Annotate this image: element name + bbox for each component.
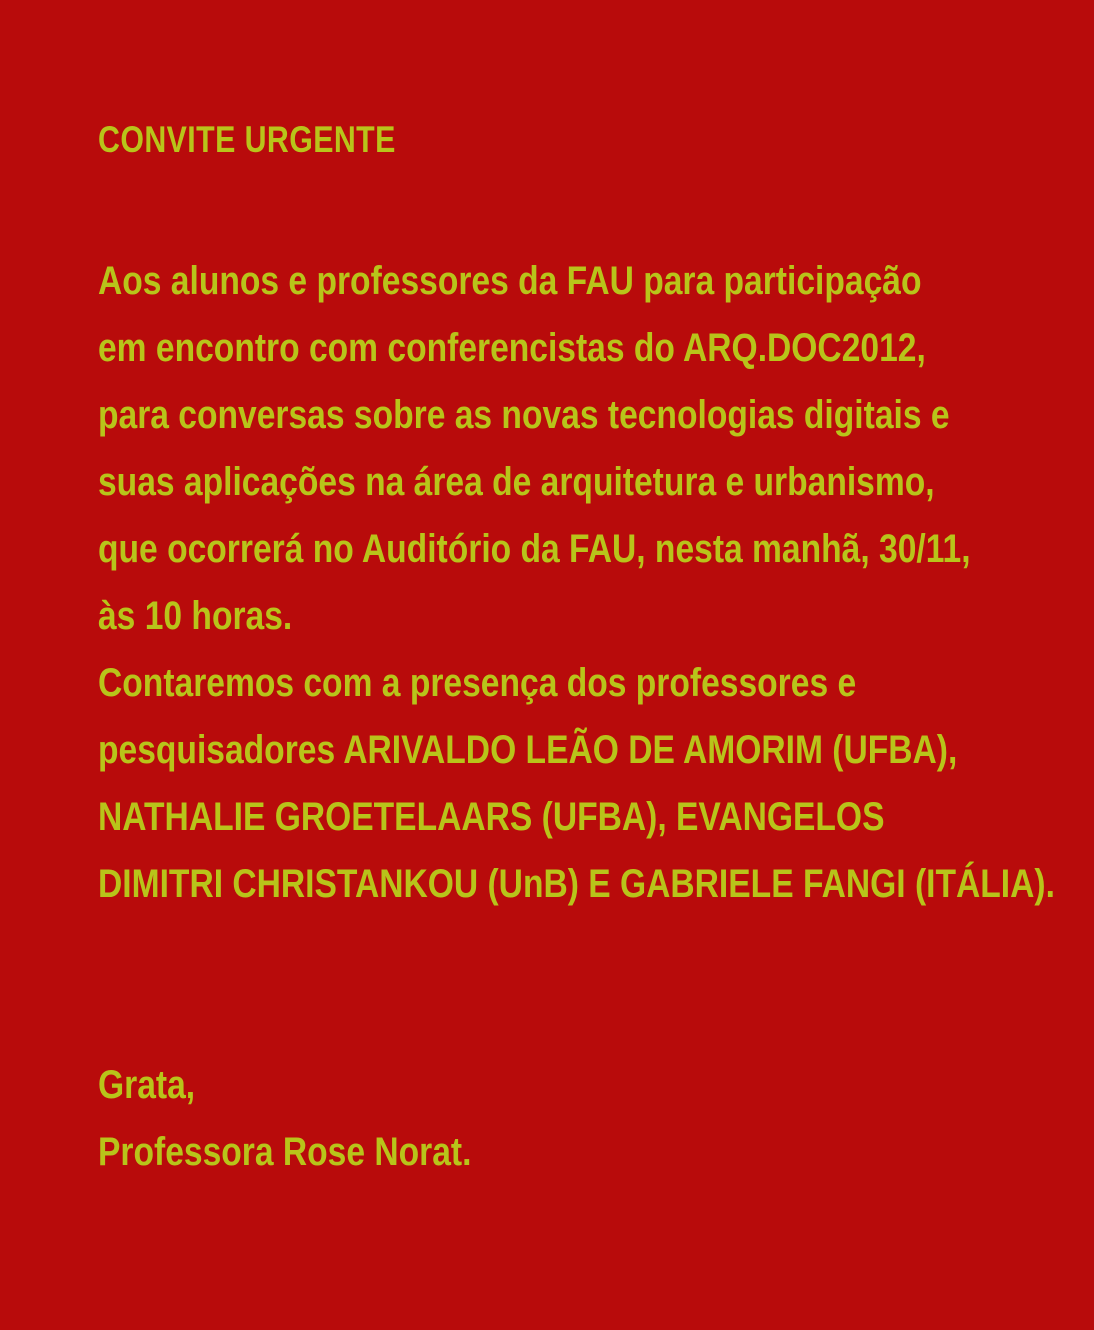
body-line: pesquisadores ARIVALDO LEÃO DE AMORIM (UFBA), [98, 728, 958, 772]
body-line: suas aplicações na área de arquitetura e urbanismo, [98, 460, 935, 504]
signature-block [98, 1052, 1089, 1186]
body-spacer [98, 985, 1089, 1052]
body-spacer [98, 918, 1089, 985]
signature-line: Professora Rose Norat. [98, 1130, 472, 1174]
body-line: Aos alunos e professores da FAU para participação [98, 259, 922, 303]
body-line: DIMITRI CHRISTANKOU (UnB) E GABRIELE FANGI (ITÁLIA). [98, 862, 1055, 906]
body-line: NATHALIE GROETELAARS (UFBA), EVANGELOS [98, 795, 885, 839]
body-line: para conversas sobre as novas tecnologias digitais e [98, 393, 950, 437]
page-title: CONVITE URGENTE [98, 119, 396, 160]
body-line: às 10 horas. [98, 594, 293, 638]
body-line: Contaremos com a presença dos professores e [98, 661, 857, 705]
invitation-body [98, 248, 1089, 1052]
body-line: que ocorrerá no Auditório da FAU, nesta manhã, 30/11, [98, 527, 971, 571]
body-line: em encontro com conferencistas do ARQ.DOC2012, [98, 326, 926, 370]
signature-line: Grata, [98, 1063, 196, 1107]
